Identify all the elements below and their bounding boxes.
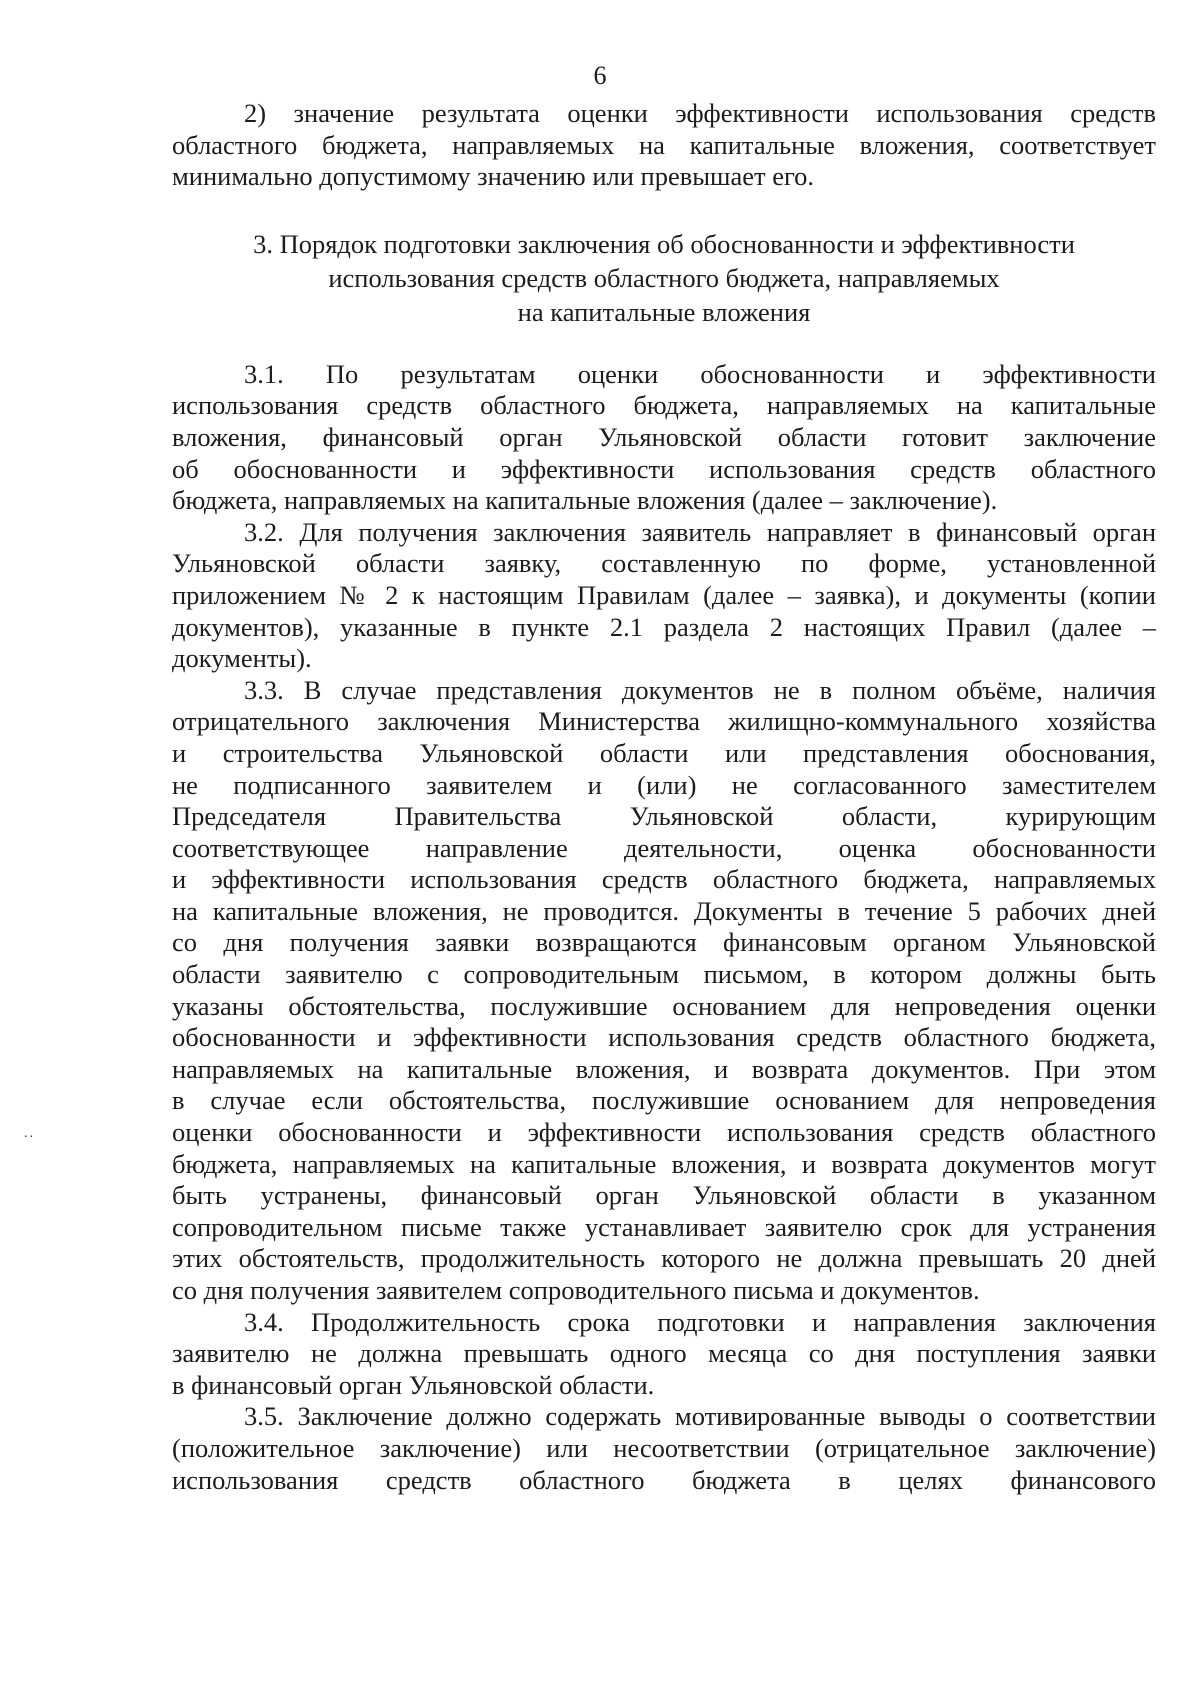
text-line: документы).: [172, 643, 312, 674]
text-line: 3.3. В случае представления документов не в полном объёме, наличия: [244, 674, 1156, 705]
text-line: оценки обоснованности и эффективности использования средств областного: [172, 1117, 1156, 1148]
text-line: со дня получения заявки возвращаются финансовым органом Ульяновской: [172, 927, 1156, 958]
text-line: соответствующее направление деятельности, оценка обоснованности: [172, 832, 1156, 863]
paragraph-p-2: [172, 98, 1156, 193]
text-line: Ульяновской области заявку, составленную по форме, установленной: [172, 548, 1156, 579]
text-line: документов), указанные в пункте 2.1 раздела 2 настоящих Правил (далее –: [172, 611, 1156, 642]
text-line: (положительное заключение) или несоответствии (отрицательное заключение): [172, 1432, 1156, 1463]
text-line: приложением № 2 к настоящим Правилам (далее – заявка), и документы (копии: [172, 579, 1156, 610]
text-line: и эффективности использования средств областного бюджета, направляемых: [172, 864, 1156, 895]
text-line: 3.5. Заключение должно содержать мотивированные выводы о соответствии: [244, 1401, 1156, 1432]
text-line: со дня получения заявителем сопроводительного письма и документов.: [172, 1275, 980, 1305]
text-line: областного бюджета, направляемых на капитальные вложения, соответствует: [172, 129, 1156, 160]
text-line: 3.1. По результатам оценки обоснованности и эффективности: [244, 358, 1156, 389]
section-heading: [172, 227, 1156, 329]
text-line: Председателя Правительства Ульяновской области, курирующим: [172, 801, 1156, 832]
paragraph-p-3-3: [172, 675, 1156, 1307]
text-line: заявителю не должна превышать одного месяца со дня поступления заявки: [172, 1338, 1156, 1369]
text-line: в случае если обстоятельства, послужившие основанием для непроведения: [172, 1085, 1156, 1116]
text-line: 2) значение результата оценки эффективности использования средств: [244, 98, 1156, 128]
text-line: на капитальные вложения, не проводится. Документы в течение 5 рабочих дней: [172, 895, 1156, 926]
text-line: минимально допустимому значению или превышает его.: [172, 161, 815, 192]
text-line: 3.4. Продолжительность срока подготовки и направления заключения: [244, 1306, 1156, 1337]
section-heading-line: использования средств областного бюджета, направляемых: [328, 262, 1000, 293]
text-line: и строительства Ульяновской области или представления обоснования,: [172, 737, 1156, 768]
text-line: области заявителю с сопроводительным письмом, в котором должны быть: [172, 959, 1156, 990]
text-line: использования средств областного бюджета, направляемых на капитальные: [172, 390, 1156, 421]
document-body: [172, 98, 1156, 1496]
text-line: бюджета, направляемых на капитальные вложения (далее – заключение).: [172, 485, 998, 516]
text-line: направляемых на капитальные вложения, и возврата документов. При этом: [172, 1053, 1156, 1084]
page-number: 6: [593, 61, 607, 90]
text-line: не подписанного заявителем и (или) не согласованного заместителем: [172, 769, 1156, 800]
text-line: бюджета, направляемых на капитальные вложения, и возврата документов могут: [172, 1148, 1156, 1179]
section-heading-line: 3. Порядок подготовки заключения об обоснованности и эффективности: [253, 228, 1075, 259]
paragraph-p-3-5: [172, 1401, 1156, 1496]
text-line: об обоснованности и эффективности использования средств областного: [172, 453, 1156, 484]
paragraph-p-3-1: [172, 359, 1156, 517]
text-line: отрицательного заключения Министерства жилищно-коммунального хозяйства: [172, 706, 1156, 737]
text-line: указаны обстоятельства, послужившие основанием для непроведения оценки: [172, 990, 1156, 1021]
text-line: сопроводительном письме также устанавливает заявителю срок для устранения: [172, 1211, 1156, 1242]
text-line: быть устранены, финансовый орган Ульяновской области в указанном: [172, 1180, 1156, 1211]
section-paragraphs: [172, 359, 1156, 1496]
text-line: 3.2. Для получения заключения заявитель направляет в финансовый орган: [244, 516, 1156, 547]
pre-heading-paragraphs: [172, 98, 1156, 193]
paragraph-p-3-4: [172, 1307, 1156, 1402]
text-line: обоснованности и эффективности использования средств областного бюджета,: [172, 1022, 1156, 1053]
text-line: вложения, финансовый орган Ульяновской области готовит заключение: [172, 421, 1156, 452]
scan-mark: ..: [24, 1126, 35, 1141]
paragraph-p-3-2: [172, 517, 1156, 675]
section-heading-line: на капитальные вложения: [517, 296, 811, 327]
text-line: этих обстоятельств, продолжительность которого не должна превышать 20 дней: [172, 1243, 1156, 1274]
text-line: в финансовый орган Ульяновской области.: [172, 1369, 655, 1400]
text-line: использования средств областного бюджета в целях финансового: [172, 1464, 1156, 1495]
